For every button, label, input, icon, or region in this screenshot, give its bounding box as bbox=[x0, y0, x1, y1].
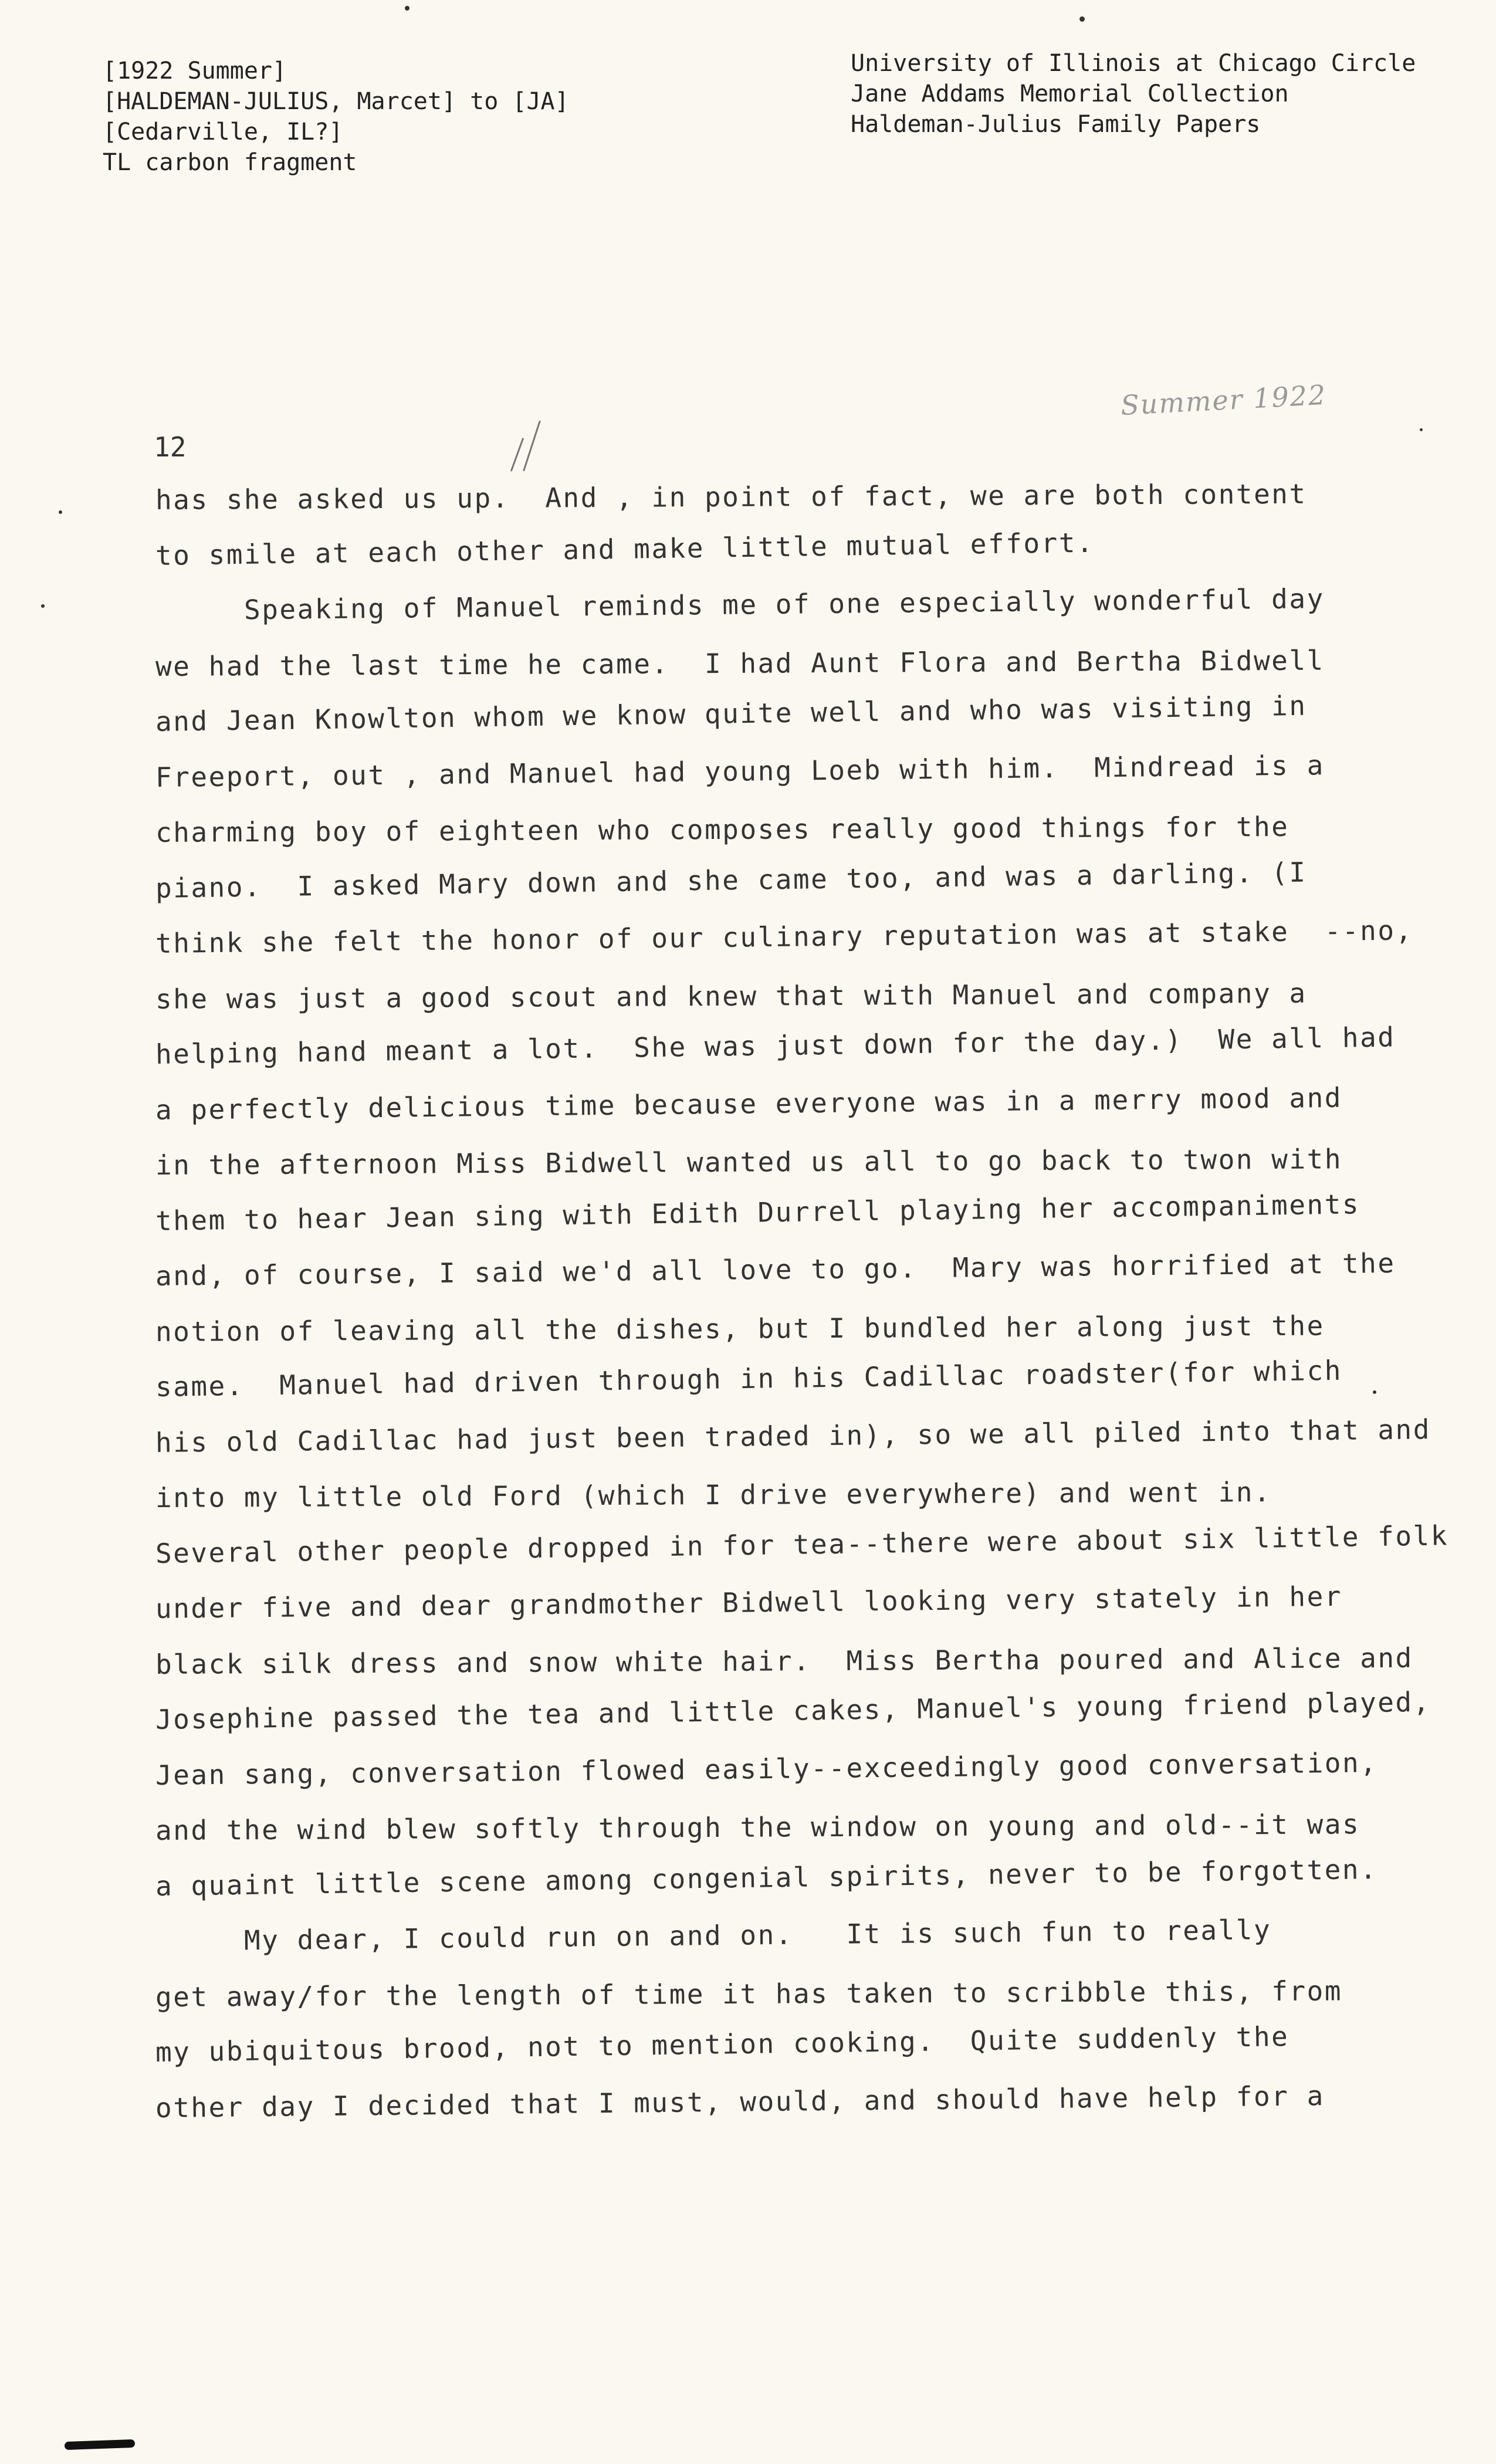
header-date-line: [1922 Summer] bbox=[103, 57, 287, 84]
body-line: to smile at each other and make little mutual effort. bbox=[155, 526, 1095, 571]
body-line: we had the last time he came. I had Aunt Flora and Bertha Bidwell bbox=[155, 644, 1325, 682]
body-line: charming boy of eighteen who composes really good things for the bbox=[155, 810, 1289, 848]
body-line: and Jean Knowlton whom we know quite well and who was visiting in bbox=[155, 689, 1307, 737]
ink-speck bbox=[1079, 16, 1085, 22]
body-line: get away/for the length of time it has taken to scribble this, from bbox=[155, 1974, 1343, 2013]
body-line: Josephine passed the tea and little cakes, Manuel's young friend played, bbox=[155, 1685, 1431, 1735]
body-line: my ubiquitous brood, not to mention cooking. Quite suddenly the bbox=[155, 2020, 1289, 2068]
body-line: them to hear Jean sing with Edith Durrell playing her accompaniments bbox=[155, 1187, 1360, 1237]
body-line: same. Manuel had driven through in his Cadillac roadster(for which bbox=[155, 1354, 1343, 1403]
collection-name: Jane Addams Memorial Collection bbox=[851, 80, 1289, 107]
body-line: his old Cadillac had just been traded in), so we all piled into that and bbox=[155, 1413, 1431, 1458]
body-line: Several other people dropped in for tea--there were about six little folk bbox=[155, 1519, 1449, 1569]
pencil-date-annotation: Summer 1922 bbox=[1119, 378, 1328, 422]
collection-header bbox=[851, 48, 1416, 140]
body-line: and the wind blew softly through the window on young and old--it was bbox=[155, 1808, 1360, 1846]
ink-speck bbox=[59, 510, 62, 514]
body-line: Speaking of Manuel reminds me of one especially wonderful day bbox=[155, 583, 1325, 627]
body-line: she was just a good scout and knew that with Manuel and company a bbox=[155, 977, 1307, 1015]
body-line: a perfectly delicious time because everyone was in a merry mood and bbox=[155, 1081, 1343, 1126]
header-correspondents-line: [HALDEMAN-JULIUS, Marcet] to [JA] bbox=[103, 88, 569, 115]
body-line: under five and dear grandmother Bidwell looking very stately in her bbox=[155, 1580, 1343, 1624]
body-line: piano. I asked Mary down and she came too, and was a darling. (I bbox=[155, 856, 1307, 904]
body-line: notion of leaving all the dishes, but I bundled her along just the bbox=[155, 1309, 1325, 1348]
pencil-mark bbox=[510, 438, 524, 471]
pencil-mark bbox=[523, 421, 541, 472]
collection-institution: University of Illinois at Chicago Circle bbox=[851, 50, 1416, 77]
body-line: and, of course, I said we'd all love to go. Mary was horrified at the bbox=[155, 1247, 1396, 1292]
body-line: in the afternoon Miss Bidwell wanted us all to go back to twon with bbox=[155, 1143, 1343, 1181]
collection-papers: Haldeman-Julius Family Papers bbox=[851, 111, 1261, 138]
header-format-line: TL carbon fragment bbox=[103, 149, 357, 176]
body-line: other day I decided that I must, would, and should have help for a bbox=[155, 2079, 1325, 2124]
body-line: black silk dress and snow white hair. Miss Bertha poured and Alice and bbox=[155, 1641, 1413, 1680]
body-line: think she felt the honor of our culinary reputation was at stake --no, bbox=[155, 914, 1413, 959]
catalog-header bbox=[103, 56, 569, 178]
page-number: 12 bbox=[154, 431, 187, 463]
body-line: into my little old Ford (which I drive everywhere) and went in. bbox=[155, 1476, 1272, 1514]
ink-speck bbox=[41, 604, 45, 608]
body-line: Jean sang, conversation flowed easily--exceedingly good conversation, bbox=[155, 1746, 1378, 1791]
header-place-line: [Cedarville, IL?] bbox=[103, 119, 343, 145]
body-line: a quaint little scene among congenial spirits, never to be forgotten. bbox=[155, 1853, 1378, 1902]
body-line: has she asked us up. And , in point of fact, we are both content bbox=[155, 478, 1307, 516]
body-line: My dear, I could run on and on. It is such fun to really bbox=[155, 1914, 1272, 1957]
body-line: helping hand meant a lot. She was just down for the day.) We all had bbox=[155, 1021, 1396, 1070]
ink-speck bbox=[1373, 1390, 1376, 1394]
letter-body bbox=[155, 472, 1464, 2135]
ink-speck bbox=[405, 6, 409, 11]
body-line: Freeport, out , and Manuel had young Loeb with him. Mindread is a bbox=[155, 749, 1325, 793]
margin-ink-mark bbox=[65, 2439, 135, 2450]
ink-speck bbox=[1420, 428, 1423, 431]
